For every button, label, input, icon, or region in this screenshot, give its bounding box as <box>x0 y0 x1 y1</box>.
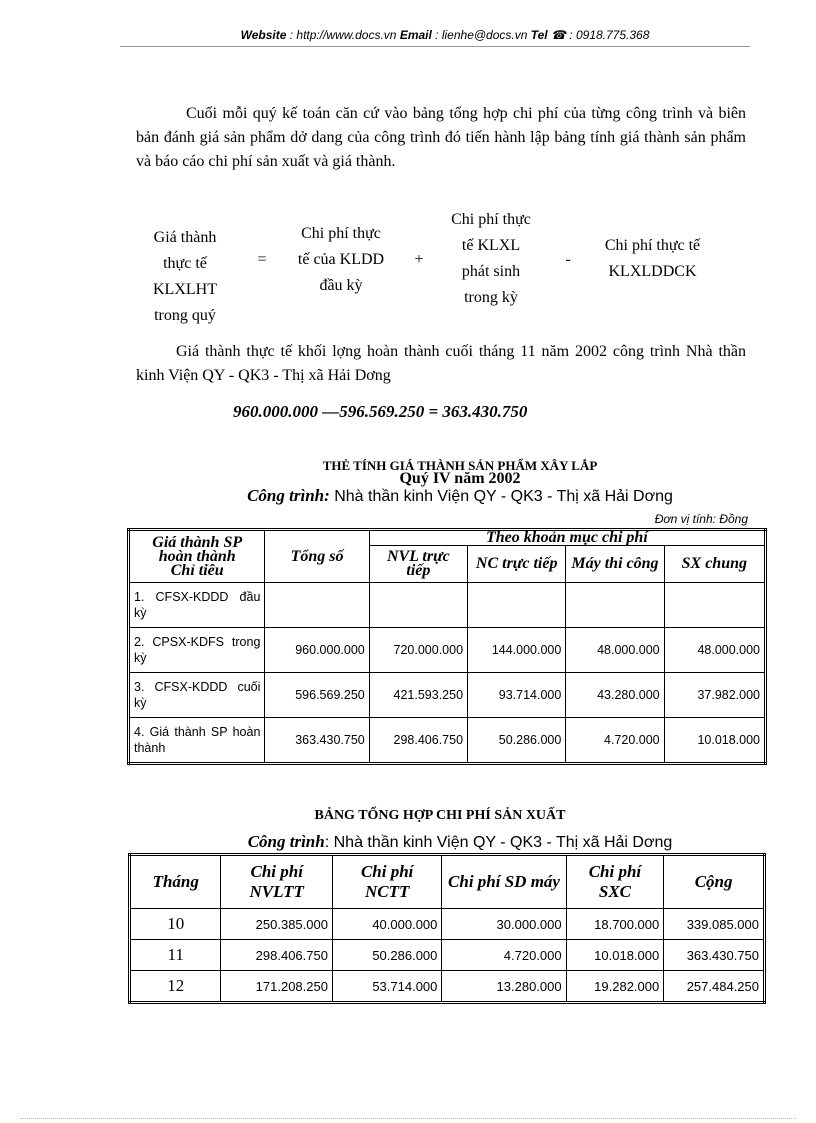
header-nvl: NVL trực tiếp <box>369 546 467 583</box>
formula-term3: Chi phí thực tế KLXLDDCK <box>604 237 701 280</box>
tel-value: : 0918.775.368 <box>569 28 650 42</box>
formula-lhs: Giá thành thực tế KLXLHT trong quý <box>153 229 217 324</box>
row-label: 1. CFSX-KDDD đầu kỳ <box>129 583 265 628</box>
cost-card-table <box>127 528 767 765</box>
phone-icon: ☎ <box>551 28 566 42</box>
email-label: Email <box>399 28 432 42</box>
website-value[interactable]: : http://www.docs.vn <box>289 28 397 42</box>
example-paragraph: Giá thành thực tế khối lợng hoàn thành cuối tháng 11 năm 2002 công trình Nhà thần kinh Viện QY - QK3 - Thị xã Hải Dơng <box>136 343 746 384</box>
table-row: 2. CPSX-KDFS trong kỳ 960.000.000 720.000.000 144.000.000 48.000.000 48.000.000 <box>129 628 766 673</box>
table-header-row <box>130 855 765 909</box>
card-project: Công trình: Nhà thần kinh Viện QY - QK3 - Thị xã Hải Dơng <box>247 486 673 505</box>
table-header-row <box>129 530 766 546</box>
header-may: Máy thi công <box>566 546 664 583</box>
table-row <box>129 583 766 628</box>
card-title: THẺ TÍNH GIÁ THÀNH SẢN PHẨM XÂY LẮP <box>322 458 598 473</box>
summary-table <box>128 853 766 1004</box>
formula-plus: + <box>414 251 424 268</box>
website-label: Website <box>240 28 287 42</box>
page-header <box>200 28 690 42</box>
header-month: Tháng <box>130 855 221 909</box>
header-divider <box>120 46 750 47</box>
tel-label: Tel <box>530 28 548 42</box>
formula-term2: Chi phí thực tế KLXL phát sinh trong kỳ <box>451 211 531 306</box>
formula-minus: - <box>565 251 571 268</box>
header-total: Tổng số <box>265 530 369 583</box>
table-row: 12 171.208.250 53.714.000 13.280.000 19.282.000 257.484.250 <box>130 971 765 1003</box>
header-indicator: Giá thành SP hoàn thành Chỉ tiêu <box>129 530 265 583</box>
formula-equals: = <box>257 251 267 268</box>
table-row: 4. Giá thành SP hoàn thành 363.430.750 298.406.750 50.286.000 4.720.000 10.018.000 <box>129 718 766 764</box>
header-sx: SX chung <box>664 546 765 583</box>
header-sxc: Chi phí SXC <box>566 855 664 909</box>
summary-title: BẢNG TỔNG HỢP CHI PHÍ SẢN XUẤT <box>314 808 566 823</box>
header-nvltt: Chi phí NVLTT <box>221 855 333 909</box>
table-row: 10 250.385.000 40.000.000 30.000.000 18.700.000 339.085.000 <box>130 909 765 940</box>
row-label: 2. CPSX-KDFS trong kỳ <box>129 628 265 673</box>
table-row: 3. CFSX-KDDD cuối kỳ 596.569.250 421.593.250 93.714.000 43.280.000 37.982.000 <box>129 673 766 718</box>
card-unit: Đơn vị tính: Đồng <box>654 512 748 526</box>
header-nctt: Chi phí NCTT <box>332 855 441 909</box>
header-nc: NC trực tiếp <box>468 546 566 583</box>
row-label: 4. Giá thành SP hoàn thành <box>129 718 265 764</box>
intro-paragraph: Cuối mỗi quý kế toán căn cứ vào bảng tổng hợp chi phí của từng công trình và biên bản đánh giá sản phẩm dở dang của công trình đó tiến hành lập bảng tính giá thành sản phẩm và báo cáo chi phí sản xuất và giá thành. <box>136 105 746 170</box>
header-total: Cộng <box>664 855 765 909</box>
footer-divider <box>20 1118 796 1119</box>
email-value[interactable]: : lienhe@docs.vn <box>435 28 528 42</box>
formula-term1: Chi phí thực tế của KLDD đầu kỳ <box>297 225 385 294</box>
card-quarter: Quý IV năm 2002 <box>399 470 521 487</box>
example-calculation: 960.000.000 —596.569.250 = 363.430.750 <box>233 402 528 421</box>
header-sd-may: Chi phí SD máy <box>442 855 566 909</box>
table-row: 11 298.406.750 50.286.000 4.720.000 10.018.000 363.430.750 <box>130 940 765 971</box>
summary-project: Công trình: Nhà thần kinh Viện QY - QK3 - Thị xã Hải Dơng <box>247 832 673 851</box>
row-label: 3. CFSX-KDDD cuối kỳ <box>129 673 265 718</box>
header-group: Theo khoản mục chi phí <box>369 530 765 546</box>
